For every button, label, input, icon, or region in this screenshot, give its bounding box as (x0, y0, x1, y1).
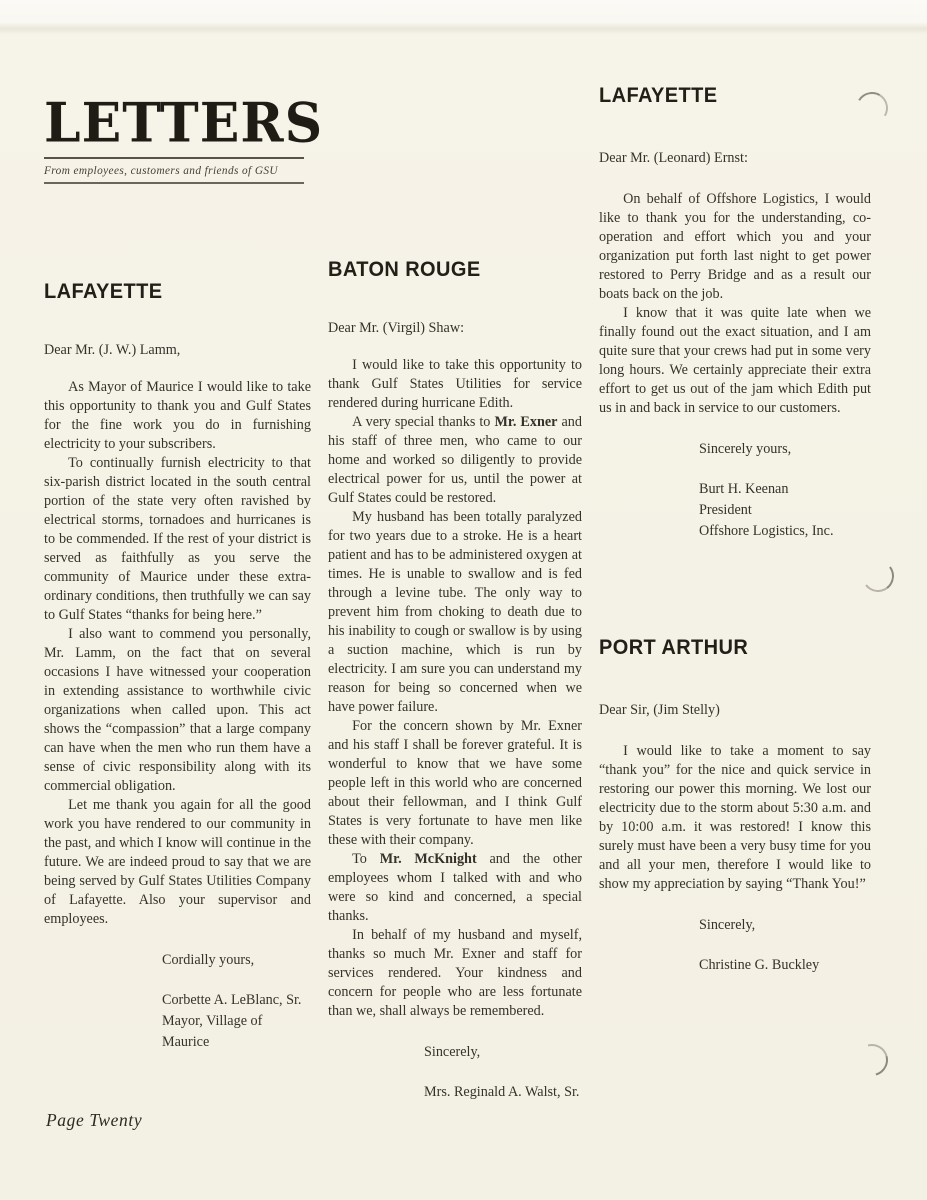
letter-paragraph: Let me thank you again for all the good work you have rendered to our community in the past, and which I know will continue in the future. We are indeed proud to say that we are being served by Gulf States Utilities Company of Lafayette. Also your supervisor and employees. (44, 797, 311, 928)
letter-lafayette-mayor (44, 280, 311, 1053)
letter-body (599, 742, 871, 894)
masthead (44, 91, 324, 184)
signature-block (328, 1082, 582, 1103)
letter-paragraph: On behalf of Offshore Logistics, I would like to thank you for the understanding, co-operation and effort which you and your organization put forth last night to get power restored to Perry Bridge and as a result our boats back on the job. (599, 191, 871, 302)
signature-block (599, 479, 871, 542)
signature-title: President (699, 502, 752, 518)
letter-body (599, 190, 871, 418)
paragraph-text: and his staff of three men, who came to our home and worked so diligently to provide electrical power for us, until the power at Gulf States could be restored. (328, 414, 582, 506)
letter-paragraph (328, 850, 582, 926)
column-1 (44, 0, 324, 1053)
signature-block (44, 990, 311, 1053)
letter-baton-rouge (328, 258, 582, 1103)
column-3 (599, 0, 871, 976)
bold-name: Mr. Exner (494, 414, 558, 430)
city-heading: LAFAYETTE (44, 280, 163, 304)
signature-name: Corbette A. LeBlanc, Sr. (162, 992, 302, 1009)
masthead-rule-top (44, 157, 304, 159)
masthead-rule-bottom (44, 182, 304, 184)
salutation: Dear Mr. (Virgil) Shaw: (328, 320, 465, 336)
letter-paragraph (328, 413, 582, 508)
letter-body (44, 378, 311, 929)
signature-company: Offshore Logistics, Inc. (699, 523, 834, 539)
letter-paragraph: To continually furnish electricity to that six-parish district located in the south central portion of the state very often ravished by electrical storms, tornadoes and hurricanes is to be commended. If the rest of your district is served as faithfully as you serve the community of Maurice under these extra-ordinary conditions, then truthfully we can say to Gulf States “thanks for being here.” (44, 455, 311, 624)
column-2 (328, 0, 582, 1103)
signature-title: Mayor, Village of Maurice (162, 1013, 263, 1051)
letter-paragraph: My husband has been totally paralyzed for two years due to a stroke. He is a heart patient and has to be administered oxygen at times. He is unable to swallow and is fed through a levine tube. The only way to prevent him from choking to death due to his inability to cough or swallow is by using a suction machine, which is run by electricity. I am sure you can understand my reason for being so concerned when we have power failure. (328, 509, 582, 715)
salutation: Dear Mr. (Leonard) Ernst: (599, 150, 748, 166)
letter-paragraph: I would like to take this opportunity to thank Gulf States Utilities for service rendered during hurricane Edith. (328, 357, 582, 411)
signature-name: Mrs. Reginald A. Walst, Sr. (424, 1084, 580, 1100)
letter-closing: Sincerely, (699, 917, 756, 933)
letter-closing: Cordially yours, (162, 952, 255, 969)
signature-block (599, 955, 871, 976)
paragraph-text: A very special thanks to (352, 414, 495, 430)
letter-paragraph: I know that it was quite late when we finally found out the exact situation, and I am quite sure that your crews had put in some very long hours. We certainly appreciate their extra effort to get us out of the jam which Edith put us in and back in service to our customers. (599, 305, 871, 416)
letter-lafayette-offshore (599, 84, 871, 542)
masthead-title: LETTERS (44, 91, 324, 156)
letter-paragraph: As Mayor of Maurice I would like to take this opportunity to thank you and Gulf States for the fine work you do in furnishing electricity to your subscribers. (44, 379, 311, 453)
letter-closing: Sincerely yours, (699, 441, 792, 457)
city-heading: BATON ROUGE (328, 258, 481, 282)
letter-paragraph: I would like to take a moment to say “thank you” for the nice and quick service in restoring our power this morning. We lost our electricity due to the storm about 5:30 a.m. and by 10:00 a.m. it was restored! I know this surely must have been a very busy time for you and all your men, therefore I would like to show my appreciation by saying “Thank You!” (599, 743, 871, 892)
salutation: Dear Sir, (Jim Stelly) (599, 702, 720, 718)
masthead-tagline: From employees, customers and friends of GSU (44, 165, 278, 178)
bold-name: Mr. McKnight (379, 851, 477, 867)
paragraph-text: To (352, 851, 380, 867)
city-heading: LAFAYETTE (599, 84, 718, 108)
signature-name: Christine G. Buckley (699, 957, 820, 973)
page-number: Page Twenty (46, 1110, 143, 1130)
letter-paragraph: For the concern shown by Mr. Exner and his staff I shall be forever grateful. It is wonderful to know that we have some people left in this world who are concerned about their fellowman, and I think Gulf States is very fortunate to have men like these with their company. (328, 718, 582, 848)
letter-closing: Sincerely, (424, 1044, 481, 1060)
letter-port-arthur (599, 636, 871, 976)
letter-paragraph: In behalf of my husband and myself, thanks so much Mr. Exner and staff for services rendered. Your kindness and concern for people who are less fortunate than we, shall always be remembered. (328, 927, 582, 1019)
city-heading: PORT ARTHUR (599, 636, 749, 660)
letters-columns (44, 0, 871, 1103)
salutation: Dear Mr. (J. W.) Lamm, (44, 342, 181, 359)
signature-name: Burt H. Keenan (699, 481, 789, 497)
paragraph-text: and the other employees whom I talked with and who were so kind and concerned, a special thanks. (328, 851, 582, 924)
letter-paragraph: I also want to commend you personally, Mr. Lamm, on the fact that on several occasions I have witnessed your cooperation in extending assistance to worthwhile civic organizations when called upon. This act shows the “compassion” that a large company can have when the men who run them have a sense of civic responsibility along with its commercial obligation. (44, 626, 311, 795)
letter-body (328, 356, 582, 1021)
